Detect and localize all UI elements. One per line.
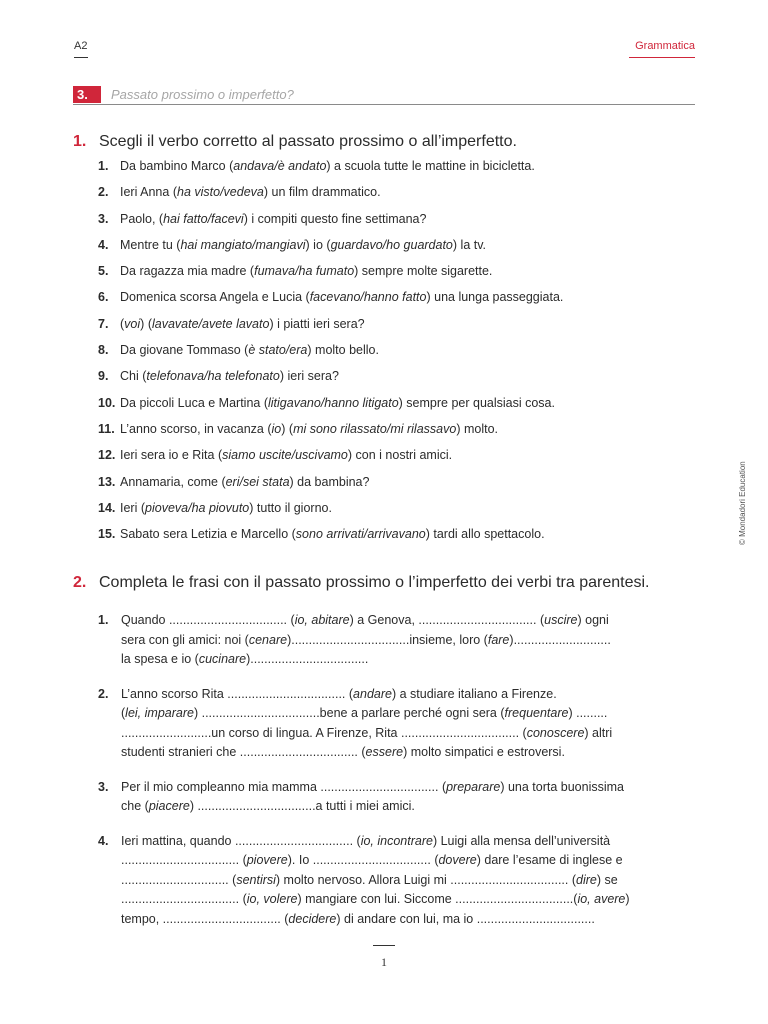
item-line: ..........................un corso di lingua. A Firenze, Rita .................................. (conoscere) altri — [121, 725, 613, 740]
item-line: sera con gli amici: noi (cenare)..................................insieme, loro (fare)............................ — [121, 632, 611, 647]
exercise1-item — [98, 158, 563, 184]
exercise1-title — [73, 133, 517, 151]
item-number: 4. — [98, 237, 109, 252]
unit-title: Passato prossimo o imperfetto? — [111, 87, 294, 102]
item-line: studenti stranieri che .................................. (essere) molto simpatici e estroversi. — [121, 745, 565, 759]
exercise1-instruction: Scegli il verbo corretto al passato prossimo o all’imperfetto. — [99, 133, 517, 150]
item-number: 14. — [98, 500, 116, 515]
exercise2-number: 2. — [73, 574, 87, 591]
item-number: 2. — [98, 185, 109, 200]
item-number: 15. — [98, 527, 116, 542]
item-number: 12. — [98, 448, 116, 463]
item-line: .................................. (piovere). Io .................................. (dovere) dare l’esame di inglese e — [121, 853, 623, 867]
exercise2-title — [73, 574, 649, 592]
item-number: 3. — [98, 211, 109, 226]
item-text: Annamaria, come (eri/sei stata) da bambina? — [120, 474, 370, 489]
item-number: 9. — [98, 369, 109, 384]
page-number: 1 — [381, 955, 387, 969]
unit-number: 3. — [73, 86, 101, 103]
exercise1-item — [98, 263, 563, 289]
item-number: 13. — [98, 474, 116, 489]
item-number: 10. — [98, 395, 116, 410]
item-text: Paolo, (hai fatto/facevi) i compiti questo fine settimana? — [120, 211, 427, 226]
exercise1-item — [98, 474, 563, 500]
item-line: tempo, .................................. (decidere) di andare con lui, ma io .................................. — [121, 911, 595, 926]
exercise2-item — [98, 685, 698, 763]
item-number: 7. — [98, 316, 109, 331]
item-number: 8. — [98, 343, 109, 358]
item-text: Da ragazza mia madre (fumava/ha fumato) sempre molte sigarette. — [120, 264, 493, 279]
item-line: (lei, imparare) ..................................bene a parlare perché ogni sera (frequentare) ......... — [121, 706, 608, 720]
item-text: Da piccoli Luca e Martina (litigavano/hanno litigato) sempre per qualsiasi cosa. — [120, 395, 555, 410]
item-number: 3. — [98, 779, 109, 794]
exercise1-number: 1. — [73, 133, 87, 150]
exercise2-list — [98, 611, 698, 929]
exercise1-item — [98, 500, 563, 526]
category-label: Grammatica — [635, 40, 695, 52]
exercise2-item — [98, 611, 698, 670]
exercise1-list — [98, 158, 563, 552]
level-label: A2 — [74, 40, 88, 52]
exercise1-item — [98, 316, 563, 342]
item-text: Chi (telefonava/ha telefonato) ieri sera? — [120, 369, 339, 384]
exercise1-item — [98, 395, 563, 421]
item-line: .................................. (io, volere) mangiare con lui. Siccome ..................................(io, avere) — [121, 892, 630, 906]
item-number: 11. — [98, 421, 115, 436]
exercise2-item — [98, 778, 698, 817]
item-text: (voi) (lavavate/avete lavato) i piatti ieri sera? — [120, 316, 365, 331]
unit-header — [73, 86, 695, 105]
exercise1-item — [98, 211, 563, 237]
item-text: L’anno scorso, in vacanza (io) (mi sono rilassato/mi rilassavo) molto. — [120, 421, 498, 436]
exercise1-item — [98, 342, 563, 368]
item-text: Mentre tu (hai mangiato/mangiavi) io (guardavo/ho guardato) la tv. — [120, 237, 487, 252]
copyright-notice: © Mondadori Education — [738, 461, 747, 545]
exercise1-item — [98, 421, 563, 447]
item-text: Ieri Anna (ha visto/vedeva) un film drammatico. — [120, 185, 381, 200]
item-text: Domenica scorsa Angela e Lucia (facevano/hanno fatto) una lunga passeggiata. — [120, 290, 564, 305]
exercise1-item — [98, 368, 563, 394]
exercise2-instruction: Completa le frasi con il passato prossimo o l’imperfetto dei verbi tra parentesi. — [99, 574, 650, 591]
exercise1-item — [98, 526, 563, 552]
item-number: 2. — [98, 686, 109, 701]
item-text: Sabato sera Letizia e Marcello (sono arrivati/arrivavano) tardi allo spettacolo. — [120, 527, 545, 542]
item-text: Ieri (pioveva/ha piovuto) tutto il giorno. — [120, 500, 332, 515]
item-number: 5. — [98, 264, 109, 279]
item-line: Ieri mattina, quando .................................. (io, incontrare) Luigi alla mensa dell’università — [121, 833, 611, 848]
item-text: Da giovane Tommaso (è stato/era) molto bello. — [120, 343, 379, 358]
exercise1-item — [98, 184, 563, 210]
exercise1-item — [98, 237, 563, 263]
item-line: la spesa e io (cucinare).................................. — [121, 652, 369, 666]
item-number: 1. — [98, 613, 109, 627]
item-text: Ieri sera io e Rita (siamo uscite/uscivamo) con i nostri amici. — [120, 448, 453, 463]
exercise1-item — [98, 289, 563, 315]
level-underline — [74, 57, 88, 58]
category-underline — [629, 57, 695, 58]
item-line: Quando .................................. (io, abitare) a Genova, .................................. (uscire) ogni — [121, 613, 609, 627]
item-number: 4. — [98, 833, 109, 848]
item-line: che (piacere) ..................................a tutti i miei amici. — [121, 799, 415, 813]
item-line: L’anno scorso Rita .................................. (andare) a studiare italiano a Firenze. — [121, 686, 557, 701]
item-number: 6. — [98, 290, 109, 305]
item-line: Per il mio compleanno mia mamma .................................. (preparare) una torta buonissima — [121, 779, 624, 794]
footer-rule — [373, 945, 395, 946]
item-text: Da bambino Marco (andava/è andato) a scuola tutte le mattine in bicicletta. — [120, 159, 535, 173]
exercise2-item — [98, 832, 698, 930]
item-number: 1. — [98, 159, 109, 173]
exercise1-item — [98, 447, 563, 473]
item-line: ............................... (sentirsi) molto nervoso. Allora Luigi mi .................................. (dire) se — [121, 872, 618, 887]
